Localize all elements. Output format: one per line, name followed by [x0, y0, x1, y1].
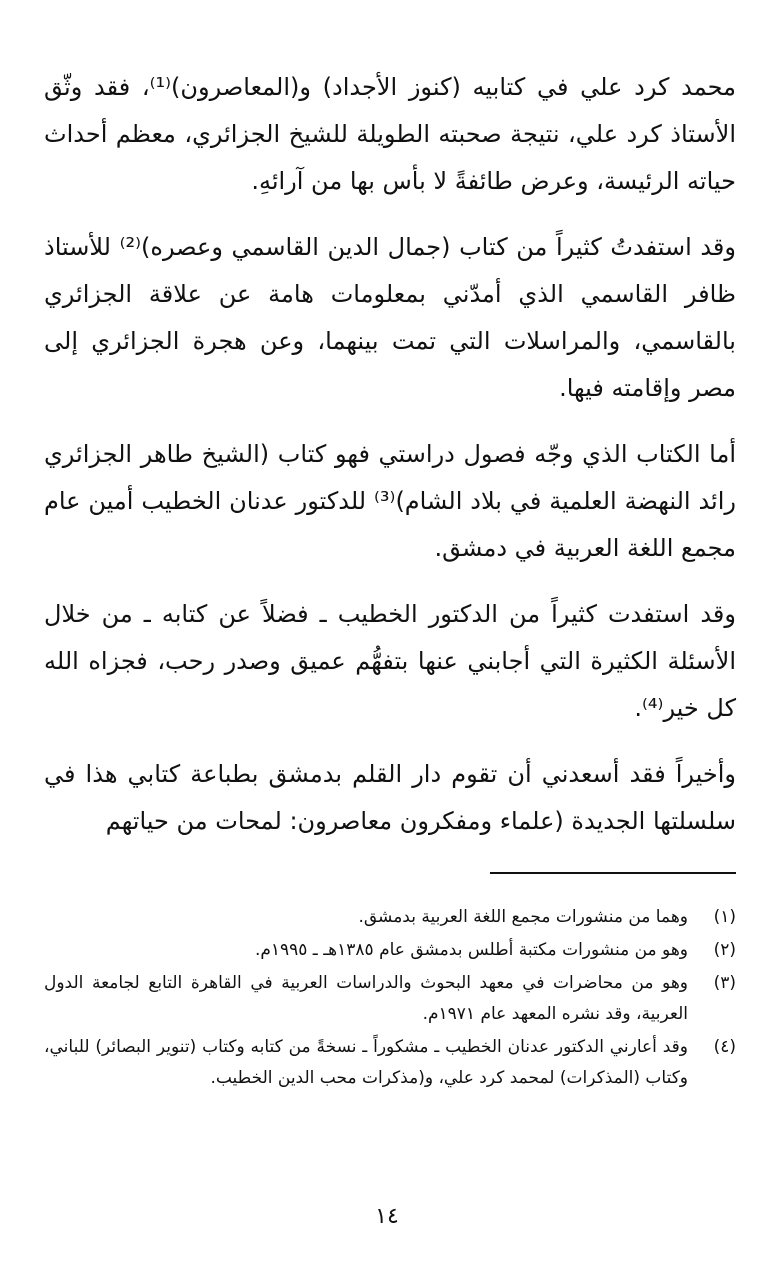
footnote-4 [44, 1032, 736, 1094]
paragraph-3: أما الكتاب الذي وجّه فصول دراستي فهو كتاب (الشيخ طاهر الجزائري رائد النهضة العلمية في بلاد الشام)⁽³⁾ للدكتور عدنان الخطيب أمين عام مجمع اللغة العربية في دمشق. [44, 440, 736, 562]
main-text [44, 64, 736, 864]
footnote-number: (٣) [713, 973, 736, 993]
footnote-text: وهما من منشورات مجمع اللغة العربية بدمشق. [358, 907, 688, 927]
paragraph-5: وأخيراً فقد أسعدني أن تقوم دار القلم بدمشق بطباعة كتابي هذا في سلسلتها الجديدة (علماء ومفكرون معاصرون: لمحات من حياتهم [44, 760, 736, 835]
paragraph-4: وقد استفدت كثيراً من الدكتور الخطيب ـ فضلاً عن كتابه ـ من خلال الأسئلة الكثيرة التي أجابني عنها بتفهُّم عميق وصدر رحب، فجزاه الله كل خير⁽⁴⁾. [44, 600, 736, 722]
footnote-text: وهو من منشورات مكتبة أطلس بدمشق عام ١٣٨٥هـ ـ ١٩٩٥م. [254, 940, 688, 960]
footnote-text: وهو من محاضرات في معهد البحوث والدراسات العربية في القاهرة التابع لجامعة الدول العربية، وقد نشره المعهد عام ١٩٧١م. [44, 973, 688, 1024]
paragraph-2: وقد استفدتُ كثيراً من كتاب (جمال الدين القاسمي وعصره)⁽²⁾ للأستاذ ظافر القاسمي الذي أمدّني بمعلومات هامة عن علاقة الجزائري بالقاسمي، والمراسلات التي تمت بينهما، وعن هجرة الجزائري إلى مصر وإقامته فيها. [44, 233, 736, 402]
footnote-text: وقد أعارني الدكتور عدنان الخطيب ـ مشكوراً ـ نسخةً من كتابه وكتاب (تنوير البصائر) للباني، وكتاب (المذكرات) لمحمد كرد علي، و(مذكرات محب الدين الخطيب. [44, 1037, 688, 1088]
footnote-number: (٤) [713, 1037, 736, 1057]
footnote-number: (١) [713, 907, 736, 927]
page-number: ١٤ [375, 1204, 399, 1229]
footnote-number: (٢) [713, 940, 736, 960]
footnote-1 [44, 902, 736, 933]
footnotes [44, 902, 736, 1096]
footnote-2 [44, 935, 736, 966]
footnote-separator [490, 872, 736, 874]
paragraph-1: محمد كرد علي في كتابيه (كنوز الأجداد) و(المعاصرون)⁽¹⁾، فقد وثّق الأستاذ كرد علي، نتيجة صحبته الطويلة للشيخ الجزائري، معظم أحداث حياته الرئيسة، وعرض طائفةً لا بأس بها من آرائهِ. [44, 73, 736, 195]
footnote-3 [44, 968, 736, 1030]
